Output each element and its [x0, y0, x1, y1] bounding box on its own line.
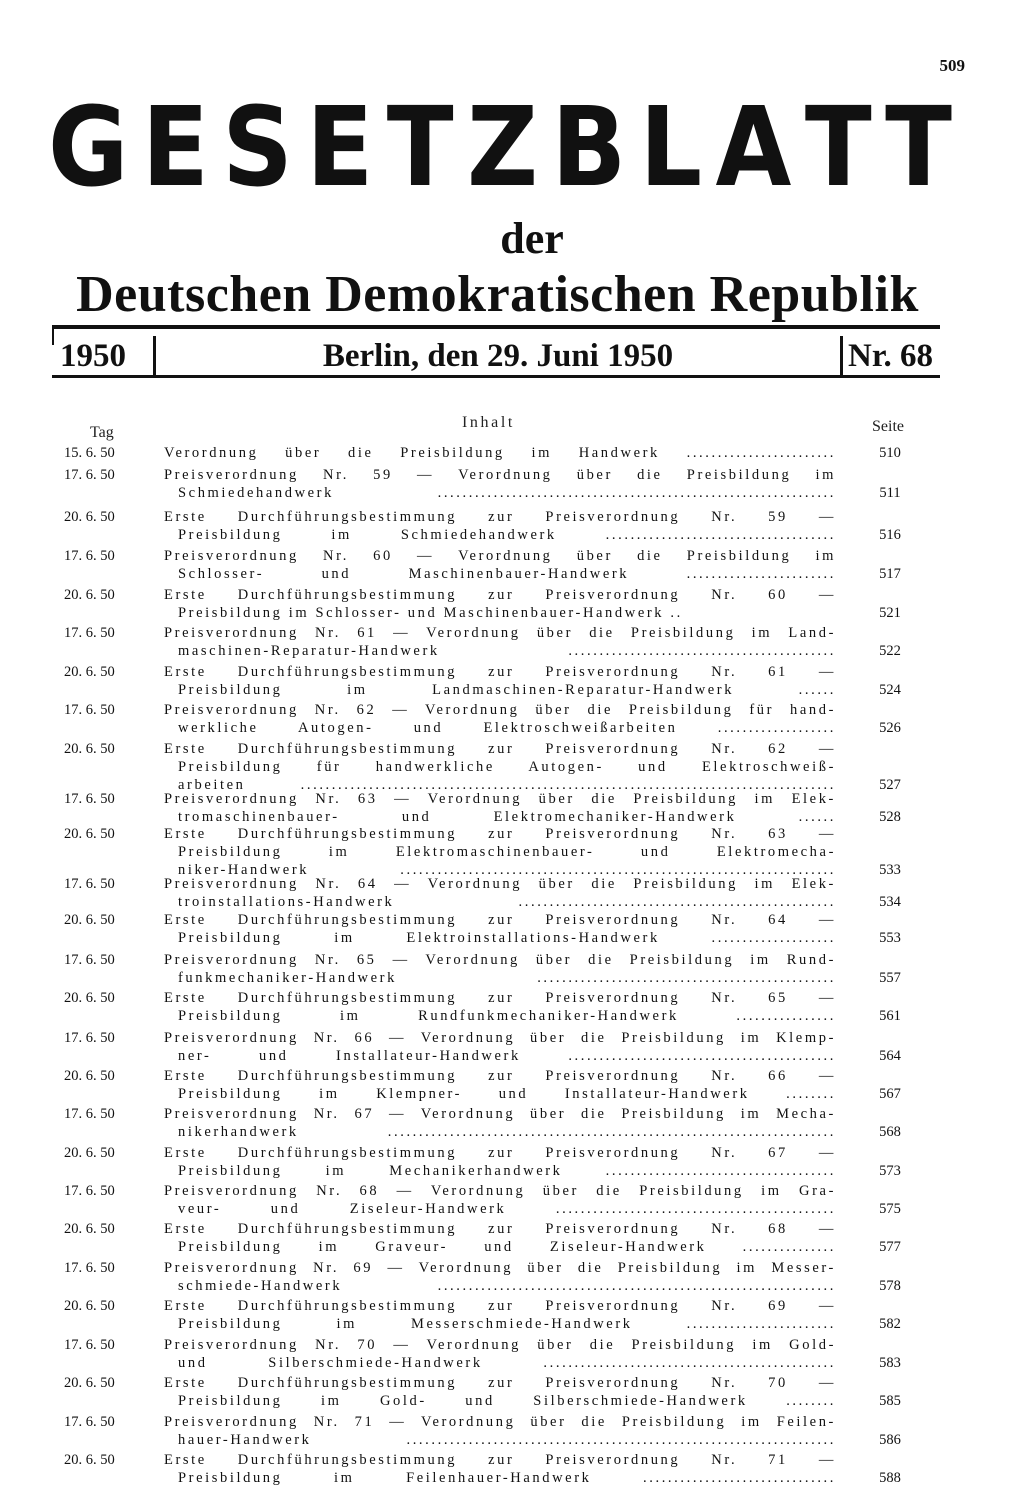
toc-entry-title — [164, 1413, 836, 1449]
toc-entry-page: 521 — [879, 605, 901, 621]
toc-entry-page: 585 — [879, 1393, 901, 1409]
masthead-subtitle-der: der — [500, 214, 564, 263]
toc-entry-date: 17. 6. 50 — [64, 467, 115, 483]
toc-entry-date: 20. 6. 50 — [64, 587, 115, 603]
toc-entry-line: Preisverordnung Nr. 62 — Verordnung über die Preisbildung für hand- — [164, 702, 836, 718]
toc-entry-line: funkmechaniker-Handwerk ................................................ — [178, 970, 836, 986]
toc-entry-line: Schlosser- und Maschinenbauer-Handwerk ........................ — [178, 566, 836, 582]
toc-entry-line: Preisbildung im Elektromaschinenbauer- und Elektromecha- — [178, 844, 836, 860]
toc-entry-line: Erste Durchführungsbestimmung zur Preisverordnung Nr. 60 — — [164, 587, 836, 603]
toc-entry-date: 17. 6. 50 — [64, 548, 115, 564]
issue-place-date: Berlin, den 29. Juni 1950 — [322, 338, 674, 374]
toc-entry-title — [164, 663, 836, 699]
toc-entry-title — [164, 1144, 836, 1180]
toc-entry-line: Preisverordnung Nr. 71 — Verordnung über die Preisbildung im Feilen- — [164, 1414, 836, 1430]
toc-entry-line: Erste Durchführungsbestimmung zur Preisverordnung Nr. 66 — — [164, 1068, 836, 1084]
toc-entry-title — [164, 1336, 836, 1372]
toc-entry-line: nikerhandwerk ........................................................................ — [178, 1124, 836, 1140]
toc-entry-line: maschinen-Reparatur-Handwerk ........................................... — [178, 643, 836, 659]
toc-entry-date: 20. 6. 50 — [64, 826, 115, 842]
toc-entry-title — [164, 1374, 836, 1410]
toc-entry-line: Erste Durchführungsbestimmung zur Preisverordnung Nr. 70 — — [164, 1375, 836, 1391]
masthead-letter: E — [141, 84, 217, 212]
masthead-letter: Z — [467, 84, 547, 212]
column-heading-inhalt: Inhalt — [462, 414, 515, 431]
toc-entry-line: Erste Durchführungsbestimmung zur Preisverordnung Nr. 67 — — [164, 1145, 836, 1161]
toc-entry-date: 17. 6. 50 — [64, 1106, 115, 1122]
toc-entry-line: Preisbildung im Elektroinstallations-Handwerk .................... — [178, 930, 836, 946]
toc-entry-line: Erste Durchführungsbestimmung zur Preisverordnung Nr. 64 — — [164, 912, 836, 928]
toc-entry-line: Schmiedehandwerk ................................................................ — [178, 485, 836, 501]
toc-entry-line: Preisbildung im Mechanikerhandwerk ..................................... — [178, 1163, 836, 1179]
toc-entry-page: 561 — [879, 1008, 901, 1024]
toc-entry-date: 17. 6. 50 — [64, 1183, 115, 1199]
toc-entry-line: Preisverordnung Nr. 66 — Verordnung über die Preisbildung im Klemp- — [164, 1030, 836, 1046]
toc-entry-line: Preisverordnung Nr. 69 — Verordnung über die Preisbildung im Messer- — [164, 1260, 836, 1276]
toc-entry-line: Preisverordnung Nr. 67 — Verordnung über die Preisbildung im Mecha- — [164, 1106, 836, 1122]
toc-entry-line: hauer-Handwerk ..................................................................... — [178, 1432, 836, 1448]
toc-entry-page: 553 — [879, 930, 901, 946]
toc-entry-line: Erste Durchführungsbestimmung zur Preisverordnung Nr. 62 — — [164, 741, 836, 757]
toc-entry-line: niker-Handwerk ...................................................................... — [178, 862, 836, 878]
toc-entry-page: 575 — [879, 1201, 901, 1217]
masthead-letter: T — [885, 84, 960, 212]
toc-entry-date: 17. 6. 50 — [64, 1414, 115, 1430]
toc-entry-page: 524 — [879, 682, 901, 698]
toc-entry-title — [164, 790, 836, 826]
toc-entry-line: Verordnung über die Preisbildung im Handwerk ........................ — [164, 445, 836, 461]
toc-entry-title — [164, 586, 836, 622]
toc-entry-line: schmiede-Handwerk ................................................................ — [178, 1278, 836, 1294]
toc-entry-line: Preisverordnung Nr. 63 — Verordnung über die Preisbildung im Elek- — [164, 791, 836, 807]
toc-entry-line: Preisbildung im Schmiedehandwerk ..................................... — [178, 527, 836, 543]
toc-entry-title — [164, 1451, 836, 1487]
toc-entry-title — [164, 508, 836, 544]
toc-entry-line: Preisbildung im Rundfunkmechaniker-Handwerk ................ — [178, 1008, 836, 1024]
toc-entry-title — [164, 951, 836, 987]
toc-entry-line: Erste Durchführungsbestimmung zur Preisverordnung Nr. 69 — — [164, 1298, 836, 1314]
toc-entry-date: 20. 6. 50 — [64, 1221, 115, 1237]
toc-entry-date: 20. 6. 50 — [64, 1375, 115, 1391]
toc-entry-title — [164, 444, 836, 462]
toc-entry-title — [164, 547, 836, 583]
toc-entry-line: Preisverordnung Nr. 70 — Verordnung über die Preisbildung im Gold- — [164, 1337, 836, 1353]
toc-entry-line: Erste Durchführungsbestimmung zur Preisverordnung Nr. 71 — — [164, 1452, 836, 1468]
toc-entry-date: 20. 6. 50 — [64, 664, 115, 680]
toc-entry-title — [164, 875, 836, 911]
toc-entry-line: Preisbildung im Graveur- und Ziseleur-Handwerk ............... — [178, 1239, 836, 1255]
toc-entry-date: 20. 6. 50 — [64, 1452, 115, 1468]
toc-entry-page: 517 — [879, 566, 901, 582]
toc-entry-line: Preisbildung im Messerschmiede-Handwerk ........................ — [178, 1316, 836, 1332]
toc-entry-page: 527 — [879, 777, 901, 793]
toc-entry-page: 516 — [879, 527, 901, 543]
toc-entry-line: Preisverordnung Nr. 61 — Verordnung über die Preisbildung im Land- — [164, 625, 836, 641]
toc-entry-line: troinstallations-Handwerk ................................................... — [178, 894, 836, 910]
toc-entry-line: ner- und Installateur-Handwerk ........................................... — [178, 1048, 836, 1064]
toc-entry-title — [164, 1182, 836, 1218]
toc-entry-date: 17. 6. 50 — [64, 1030, 115, 1046]
toc-entry-title — [164, 624, 836, 660]
toc-entry-date: 17. 6. 50 — [64, 702, 115, 718]
toc-entry-page: 577 — [879, 1239, 901, 1255]
masthead-letter: G — [48, 84, 137, 212]
toc-entry-page: 510 — [879, 445, 901, 461]
toc-entry-page: 522 — [879, 643, 901, 659]
toc-entry-page: 578 — [879, 1278, 901, 1294]
toc-entry-line: veur- und Ziseleur-Handwerk ............................................. — [178, 1201, 836, 1217]
toc-entry-page: 582 — [879, 1316, 901, 1332]
masthead-letter: A — [715, 84, 800, 212]
toc-entry-title — [164, 740, 836, 794]
masthead-letter: E — [306, 84, 382, 212]
toc-entry-page: 511 — [879, 485, 901, 501]
toc-entry-page: 583 — [879, 1355, 901, 1371]
toc-entry-line: Preisverordnung Nr. 68 — Verordnung über die Preisbildung im Gra- — [164, 1183, 836, 1199]
toc-entry-date: 17. 6. 50 — [64, 876, 115, 892]
toc-entry-page: 564 — [879, 1048, 901, 1064]
toc-entry-line: tromaschinenbauer- und Elektromechaniker-Handwerk ...... — [178, 809, 836, 825]
issue-year: 1950 — [60, 338, 126, 374]
toc-entry-page: 588 — [879, 1470, 901, 1486]
masthead-letter: T — [804, 84, 880, 212]
toc-entry-date: 17. 6. 50 — [64, 952, 115, 968]
toc-entry-date: 20. 6. 50 — [64, 912, 115, 928]
toc-entry-title — [164, 1259, 836, 1295]
toc-entry-title — [164, 1297, 836, 1333]
toc-entry-title — [164, 1105, 836, 1141]
masthead-subtitle-main: Deutschen Demokratischen Republik — [76, 266, 919, 323]
issue-bar-left-edge — [52, 325, 54, 345]
toc-entry-title — [164, 911, 836, 947]
toc-entry-line: Preisbildung im Gold- und Silberschmiede-Handwerk ........ — [178, 1393, 836, 1409]
toc-entry-date: 15. 6. 50 — [64, 445, 115, 461]
toc-entry-title — [164, 989, 836, 1025]
toc-entry-line: Preisbildung im Schlosser- und Maschinenbauer-Handwerk .. — [178, 605, 683, 621]
masthead-letter: S — [222, 84, 301, 212]
toc-entry-line: Erste Durchführungsbestimmung zur Preisverordnung Nr. 61 — — [164, 664, 836, 680]
masthead-letter: L — [639, 84, 711, 212]
toc-entry-date: 20. 6. 50 — [64, 1068, 115, 1084]
toc-entry-title — [164, 1067, 836, 1103]
toc-entry-page: 573 — [879, 1163, 901, 1179]
toc-entry-title — [164, 825, 836, 879]
toc-entry-page: 586 — [879, 1432, 901, 1448]
toc-entry-date: 20. 6. 50 — [64, 1298, 115, 1314]
toc-entry-page: 567 — [879, 1086, 901, 1102]
toc-entry-line: Preisbildung im Feilenhauer-Handwerk ............................... — [178, 1470, 836, 1486]
toc-entry-date: 20. 6. 50 — [64, 741, 115, 757]
toc-entry-line: Preisverordnung Nr. 59 — Verordnung über die Preisbildung im — [164, 467, 836, 483]
toc-entry-date: 20. 6. 50 — [64, 509, 115, 525]
toc-entry-line: Preisbildung im Klempner- und Installateur-Handwerk ........ — [178, 1086, 836, 1102]
issue-number: Nr. 68 — [848, 338, 933, 374]
toc-entry-line: Erste Durchführungsbestimmung zur Preisverordnung Nr. 59 — — [164, 509, 836, 525]
toc-entry-date: 17. 6. 50 — [64, 1337, 115, 1353]
toc-entry-page: 526 — [879, 720, 901, 736]
toc-entry-page: 534 — [879, 894, 901, 910]
toc-entry-date: 20. 6. 50 — [64, 990, 115, 1006]
toc-entry-page: 528 — [879, 809, 901, 825]
toc-entry-line: Preisverordnung Nr. 64 — Verordnung über die Preisbildung im Elek- — [164, 876, 836, 892]
toc-entry-title — [164, 1029, 836, 1065]
toc-entry-line: Preisverordnung Nr. 60 — Verordnung über die Preisbildung im — [164, 548, 836, 564]
toc-entry-title — [164, 466, 836, 502]
toc-entry-line: Preisverordnung Nr. 65 — Verordnung über die Preisbildung im Rund- — [164, 952, 836, 968]
toc-entry-page: 533 — [879, 862, 901, 878]
masthead-letter: T — [386, 84, 462, 212]
masthead-letter: B — [551, 84, 635, 212]
toc-entry-line: Erste Durchführungsbestimmung zur Preisverordnung Nr. 63 — — [164, 826, 836, 842]
toc-entry-date: 20. 6. 50 — [64, 1145, 115, 1161]
issue-bar-top-rule — [52, 325, 940, 329]
toc-entry-date: 17. 6. 50 — [64, 625, 115, 641]
toc-entry-line: Erste Durchführungsbestimmung zur Preisverordnung Nr. 65 — — [164, 990, 836, 1006]
masthead-title — [48, 82, 960, 214]
toc-entry-date: 17. 6. 50 — [64, 1260, 115, 1276]
toc-entry-page: 568 — [879, 1124, 901, 1140]
toc-entry-date: 17. 6. 50 — [64, 791, 115, 807]
toc-entry-title — [164, 701, 836, 737]
toc-entry-page: 557 — [879, 970, 901, 986]
issue-bar-divider-right — [840, 336, 843, 376]
toc-entry-line: arbeiten ...................................................................................... — [178, 777, 836, 793]
toc-entry-line: Preisbildung für handwerkliche Autogen- und Elektroschweiß- — [178, 759, 836, 775]
page-number: 509 — [939, 56, 965, 75]
toc-entry-line: Erste Durchführungsbestimmung zur Preisverordnung Nr. 68 — — [164, 1221, 836, 1237]
column-heading-tag: Tag — [90, 424, 114, 441]
toc-entry-line: werkliche Autogen- und Elektroschweißarbeiten ................... — [178, 720, 836, 736]
toc-entry-line: Preisbildung im Landmaschinen-Reparatur-Handwerk ...... — [178, 682, 836, 698]
toc-entry-line: und Silberschmiede-Handwerk ............................................... — [178, 1355, 836, 1371]
toc-entry-title — [164, 1220, 836, 1256]
issue-bar-divider-left — [153, 336, 156, 376]
column-heading-seite: Seite — [872, 418, 904, 435]
